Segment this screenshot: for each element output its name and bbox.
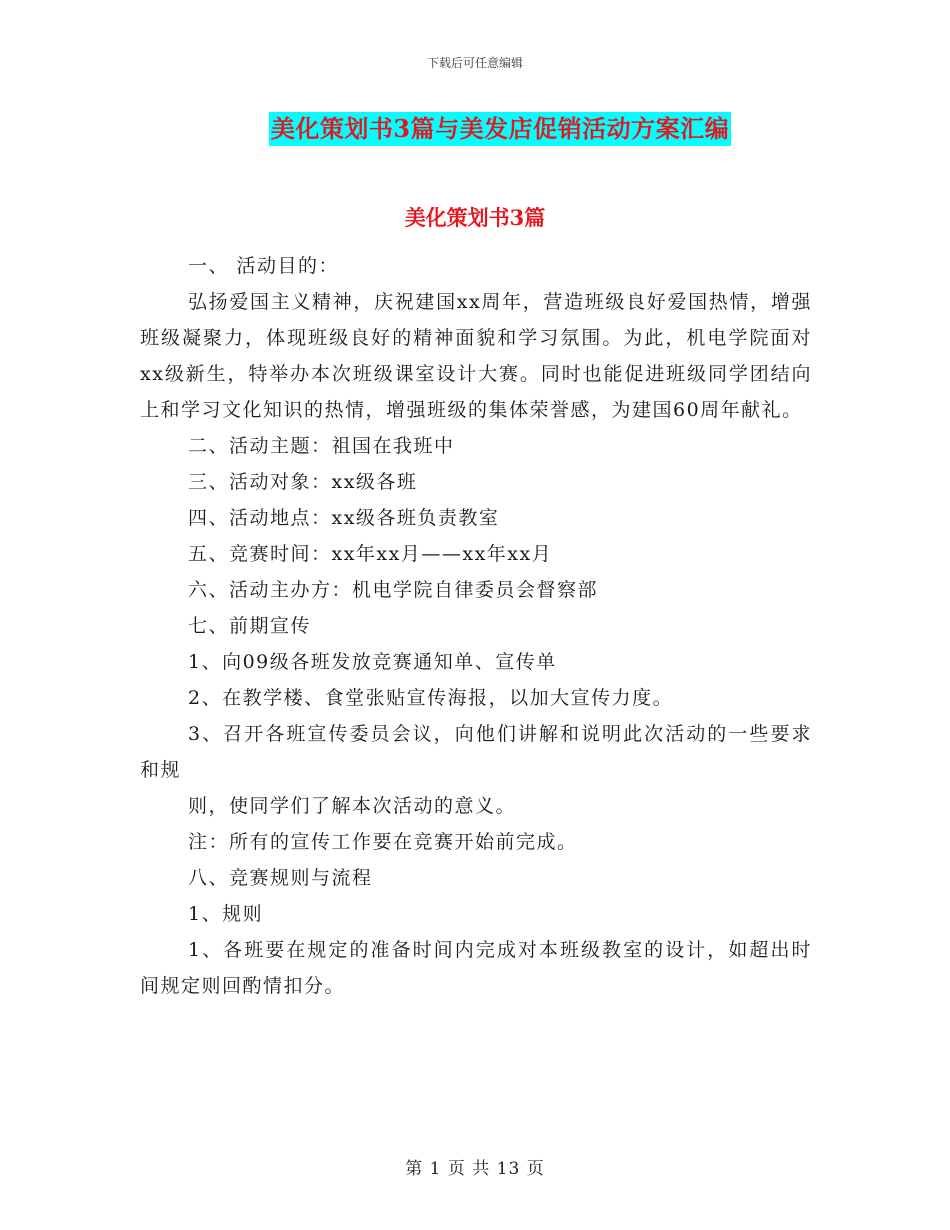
paragraph: 三、活动对象：xx级各班 — [188, 471, 418, 493]
paragraph: 2、在教学楼、食堂张贴宣传海报，以加大宣传力度。 — [188, 687, 674, 709]
document-title — [0, 112, 950, 146]
document-title-text: 美化策划书3篇与美发店促销活动方案汇编 — [269, 112, 731, 146]
paragraph: 则，使同学们了解本次活动的意义。 — [188, 795, 517, 817]
paragraph: 弘扬爱国主义精神，庆祝建国xx周年，营造班级良好爱国热情，增强班级凝聚力，体现班级良好的精神面貌和学习氛围。为此，机电学院面对xx级新生，特举办本次班级课室设计大赛。同时也能促进班级同学团结向上和学习文化知识的热情，增强班级的集体荣誉感，为建国60周年献礼。 — [140, 291, 812, 421]
paragraph: 1、各班要在规定的准备时间内完成对本班级教室的设计，如超出时间规定则回酌情扣分。 — [140, 939, 812, 997]
paragraph: 六、活动主办方：机电学院自律委员会督察部 — [188, 579, 599, 601]
page-number-footer: 第 1 页 共 13 页 — [405, 1159, 545, 1179]
paragraph: 二、活动主题：祖国在我班中 — [188, 435, 455, 457]
header-note: 下载后可任意编辑 — [426, 56, 523, 70]
paragraph: 注：所有的宣传工作要在竞赛开始前完成。 — [188, 831, 578, 853]
section-title: 美化策划书3篇 — [404, 205, 546, 230]
paragraph: 1、向09级各班发放竞赛通知单、宣传单 — [188, 651, 557, 673]
paragraph: 1、规则 — [188, 903, 264, 925]
paragraph: 七、前期宣传 — [188, 615, 312, 637]
paragraph: 3、召开各班宣传委员会议，向他们讲解和说明此次活动的一些要求和规 — [140, 723, 812, 781]
paragraph: 五、竞赛时间：xx年xx月——xx年xx月 — [188, 543, 553, 565]
paragraph: 四、活动地点：xx级各班负责教室 — [188, 507, 500, 529]
document-body — [140, 248, 812, 1004]
paragraph: 八、竞赛规则与流程 — [188, 867, 373, 889]
paragraph: 一、 活动目的： — [188, 255, 340, 277]
